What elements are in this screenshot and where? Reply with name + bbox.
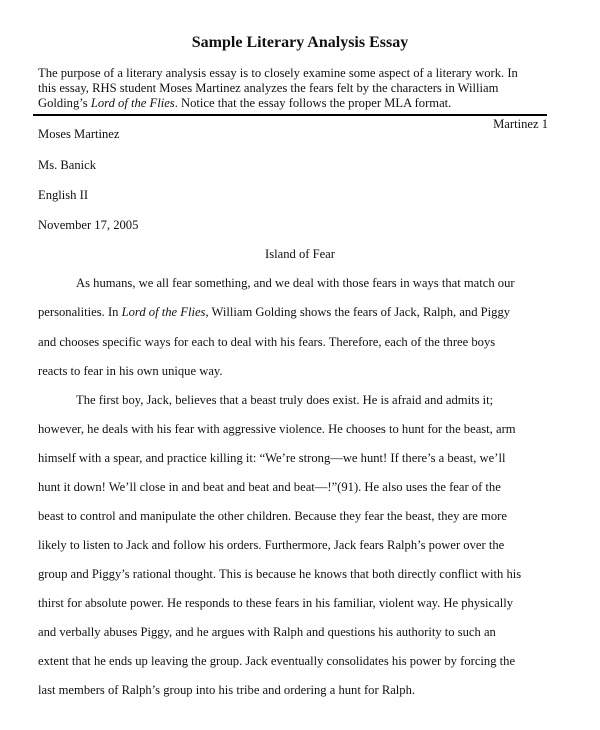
page-header: Martinez 1 <box>493 117 548 131</box>
body-line: however, he deals with his fear with aggressive violence. He chooses to hunt for the beast, arm <box>38 422 516 436</box>
intro-text: . Notice that the essay follows the proper MLA format. <box>174 96 452 110</box>
body-line: hunt it down! We’ll close in and beat and beat and beat—!”(91). He also uses the fear of the <box>38 480 501 494</box>
essay-date: November 17, 2005 <box>38 218 139 232</box>
book-title: Lord of the Flies <box>121 305 206 319</box>
body-line: likely to listen to Jack and follow his orders. Furthermore, Jack fears Ralph’s power over the <box>38 538 505 552</box>
body-line: reacts to fear in his own unique way. <box>38 364 223 378</box>
body-text: personalities. In <box>38 305 122 319</box>
intro-line: this essay, RHS student Moses Martinez analyzes the fears felt by the characters in William <box>38 81 499 95</box>
body-line: last members of Ralph’s group into his tribe and ordering a hunt for Ralph. <box>38 683 416 697</box>
author-name: Moses Martinez <box>38 127 120 141</box>
intro-line <box>38 96 558 111</box>
divider-rule <box>33 114 547 116</box>
body-line: As humans, we all fear something, and we deal with those fears in ways that match our <box>76 276 515 290</box>
book-title: Lord of the Flies <box>90 96 175 110</box>
body-line: and verbally abuses Piggy, and he argues with Ralph and questions his authority to such an <box>38 625 496 639</box>
essay-title: Island of Fear <box>265 247 335 261</box>
body-line: himself with a spear, and practice killing it: “We’re strong—we hunt! If there’s a beast, we’ll <box>38 451 506 465</box>
document-title: Sample Literary Analysis Essay <box>191 34 409 51</box>
body-line: and chooses specific ways for each to deal with his fears. Therefore, each of the three boys <box>38 335 496 349</box>
body-line: extent that he ends up leaving the group. Jack eventually consolidates his power by forcing the <box>38 654 516 668</box>
teacher-name: Ms. Banick <box>38 158 97 172</box>
body-text: , William Golding shows the fears of Jack, Ralph, and Piggy <box>205 305 511 319</box>
body-line: beast to control and manipulate the other children. Because they fear the beast, they are more <box>38 509 507 523</box>
intro-text: Golding’s <box>38 96 91 110</box>
body-line <box>38 305 558 320</box>
body-line: group and Piggy’s rational thought. This is because he knows that both directly conflict with his <box>38 567 522 581</box>
body-line: thirst for absolute power. He responds to these fears in his familiar, violent way. He physically <box>38 596 514 610</box>
course-name: English II <box>38 188 89 202</box>
body-line: The first boy, Jack, believes that a beast truly does exist. He is afraid and admits it; <box>76 393 494 407</box>
intro-line: The purpose of a literary analysis essay is to closely examine some aspect of a literary work. In <box>38 66 518 80</box>
intro-note <box>38 66 558 111</box>
